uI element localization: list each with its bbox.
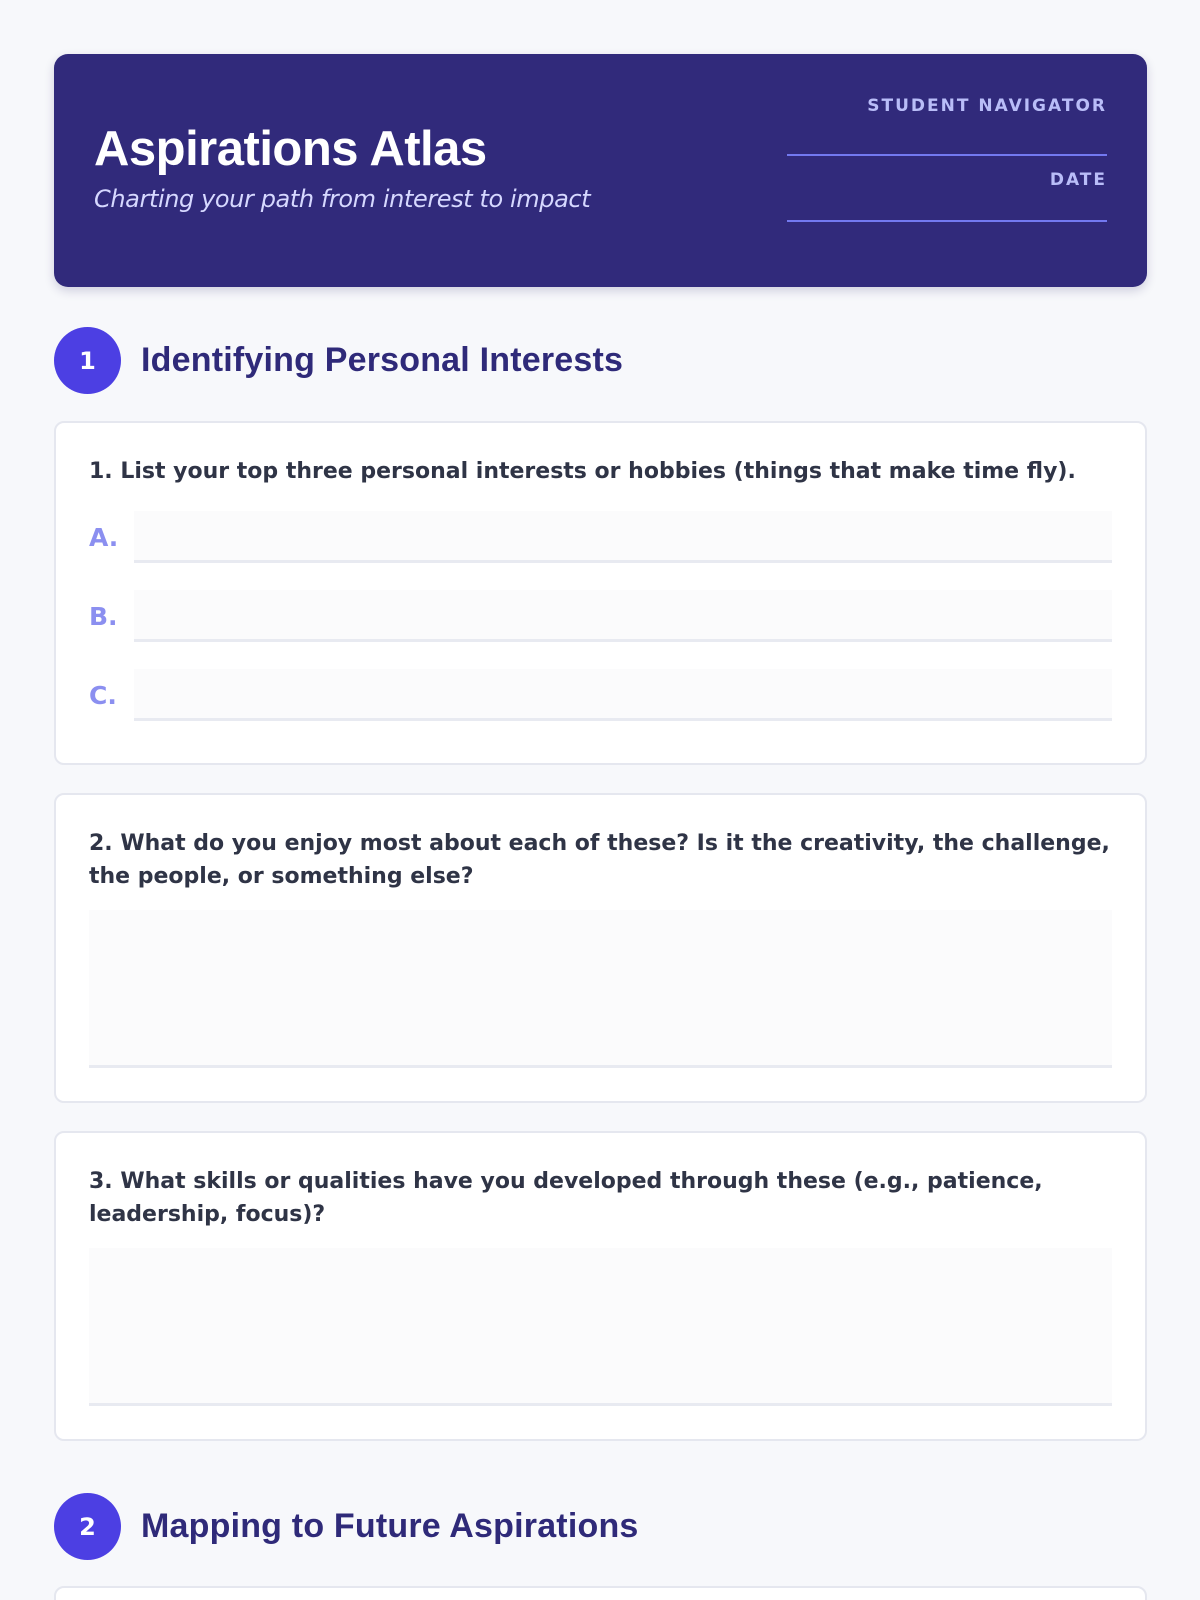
worksheet-header xyxy=(54,54,1147,287)
interest-a-input[interactable] xyxy=(134,511,1112,563)
skills-textarea[interactable] xyxy=(89,1248,1112,1406)
interest-c-input[interactable] xyxy=(134,669,1112,721)
date-label: DATE xyxy=(1049,170,1107,190)
answer-row-c xyxy=(89,669,1112,721)
enjoyment-textarea[interactable] xyxy=(89,910,1112,1068)
section-title: Identifying Personal Interests xyxy=(141,341,624,379)
answer-row-b xyxy=(89,590,1112,642)
student-meta xyxy=(787,96,1107,222)
section-title: Mapping to Future Aspirations xyxy=(141,1507,639,1545)
question-card-skills xyxy=(54,1131,1147,1441)
question-card-enjoyment xyxy=(54,793,1147,1103)
section-heading-aspirations xyxy=(54,1493,1147,1560)
question-text: 2. What do you enjoy most about each of these? Is it the creativity, the challenge, the people, or something else? xyxy=(89,831,1110,889)
section-number-badge: 1 xyxy=(54,327,121,394)
student-navigator-label: STUDENT NAVIGATOR xyxy=(867,96,1107,116)
answer-letter: B. xyxy=(89,601,118,631)
interest-b-input[interactable] xyxy=(134,590,1112,642)
section-number-badge: 2 xyxy=(54,1493,121,1560)
answer-row-a xyxy=(89,511,1112,563)
page-title: Aspirations Atlas xyxy=(94,122,487,176)
answer-letter: C. xyxy=(89,680,117,710)
question-text: 3. What skills or qualities have you developed through these (e.g., patience, leadership, focus)? xyxy=(89,1169,1043,1227)
student-name-field[interactable] xyxy=(787,154,1107,156)
answer-letter: A. xyxy=(89,522,119,552)
question-card-aspirations xyxy=(54,1586,1147,1600)
section-heading-interests xyxy=(54,327,1147,394)
page-subtitle: Charting your path from interest to impact xyxy=(94,185,591,213)
question-text: 1. List your top three personal interests or hobbies (things that make time fly). xyxy=(89,459,1076,484)
question-card-top-interests xyxy=(54,421,1147,765)
brand xyxy=(94,120,590,213)
date-field[interactable] xyxy=(787,220,1107,222)
